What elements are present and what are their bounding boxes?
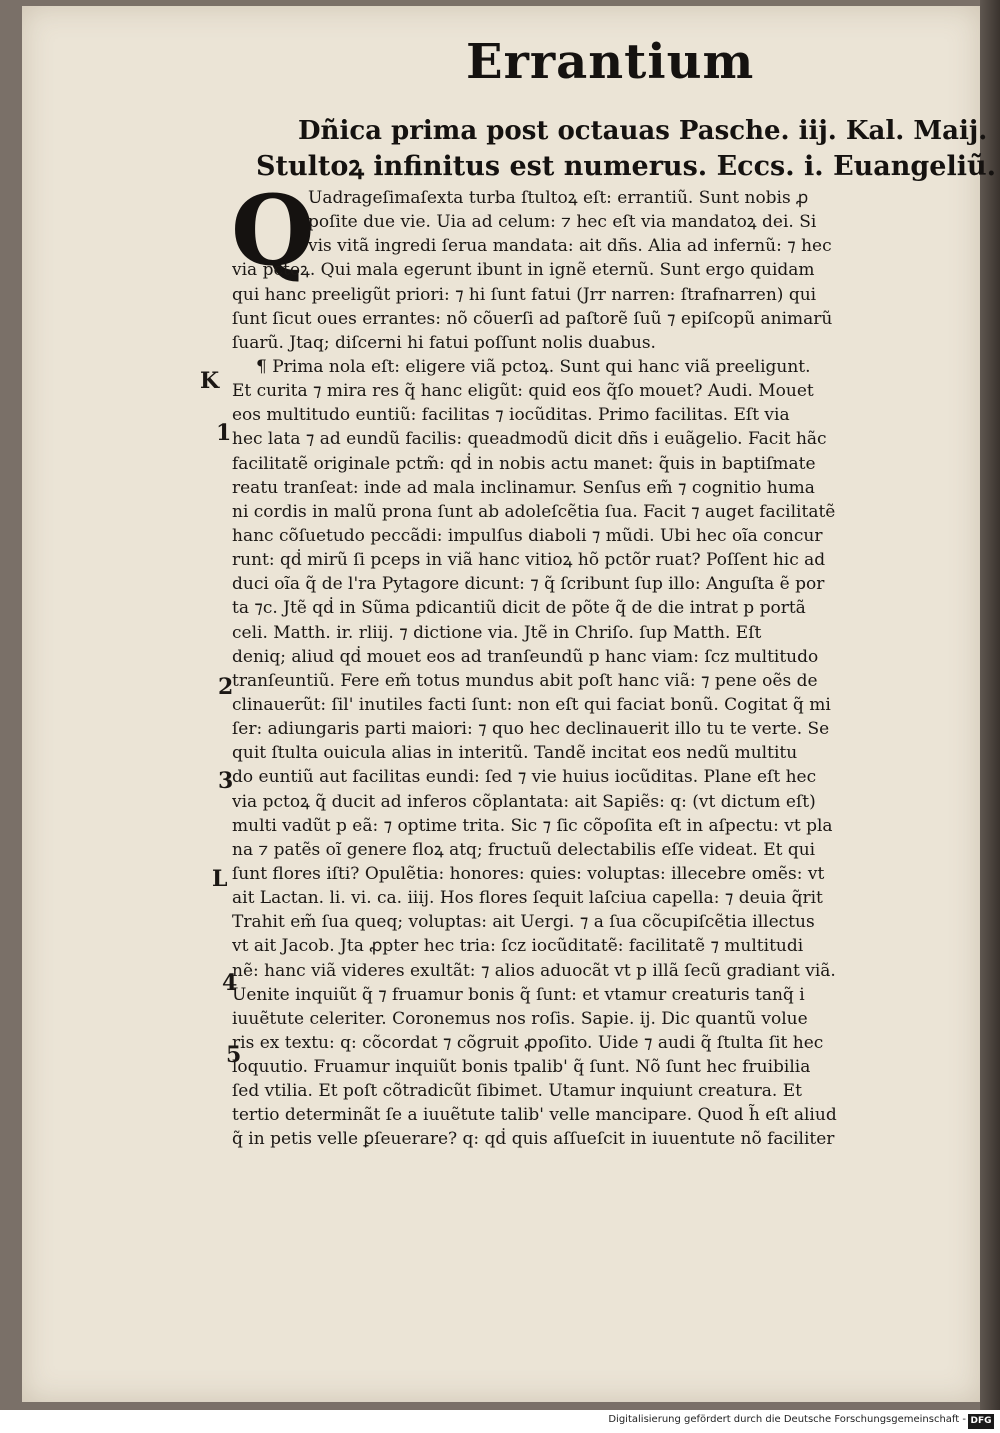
margin-note: K [200, 368, 220, 394]
text-line: ta ⁊c. Jtẽ qḋ in Sũma pdicantiũ dicit de põte q̃ de die intrat p portã [232, 598, 806, 619]
text-line: ni cordis in malũ prona ſunt ab adoleſcẽtia ſua. Facit ⁊ auget facilitatẽ [232, 501, 836, 522]
text-line: ¶ Prima nola eſt: eligere viã pctoꝝ. Sunt qui hanc viã preeligunt. [256, 356, 811, 377]
text-line: na ⁊ patẽs oĩ genere floꝝ atq; fructuũ delectabilis eſſe videat. Et qui [232, 839, 816, 860]
text-line: vis vitã ingredi ſerua mandata: ait dñs. Alia ad infernũ: ⁊ hec [308, 236, 832, 257]
dfg-logo: DFG [968, 1414, 994, 1429]
text-line: hec lata ⁊ ad eundũ facilis: queadmodũ dicit dñs i euãgelio. Facit hãc [232, 429, 827, 450]
text-line: clinauerũt: ſil' inutiles facti ſunt: non eſt qui faciat bonũ. Cogitat q̃ mi [232, 694, 831, 715]
text-line: via pctoꝝ q̃ ducit ad inferos cõplantata: ait Sapiẽs: q: (vt dictum eſt) [232, 791, 816, 812]
text-line: iuuẽtute celeriter. Coronemus nos roſis. Sapie. ij. Dic quantũ volue [232, 1008, 808, 1029]
text-line: Uadrageſimaſexta turba ſtultoꝝ eſt: errantiũ. Sunt nobis ꝓ [308, 188, 809, 208]
text-line: ris ex textu: q: cõcordat ⁊ cõgruit ꝓpoſito. Uide ⁊ audi q̃ ſtulta ſit hec [232, 1032, 824, 1053]
text-line: multi vadũt p eã: ⁊ optime trita. Sic ⁊ ſic cõpoſita eſt in aſpectu: vt pla [232, 815, 833, 836]
scan-right-edge [980, 0, 1000, 1410]
text-line: duci oĩa q̃ de l'ra Pytagore dicunt: ⁊ q̃ ſcribunt ſup illo: Anguſta ẽ por [232, 574, 825, 595]
text-line: nẽ: hanc viã videres exultãt: ⁊ alios aduocãt vt p illã ſecũ gradiant viã. [232, 960, 836, 981]
text-line: facilitatẽ originale pctm̃: qḋ in nobis actu manet: q̃uis in baptiſmate [232, 453, 816, 474]
running-head: Errantium [466, 34, 755, 90]
text-line: Et curita ⁊ mira res q̃ hanc eligũt: quid eos q̃ſo mouet? Audi. Mouet [232, 381, 814, 402]
margin-note: 2 [218, 674, 234, 700]
text-line: Uenite inquiũt q̃ ⁊ fruamur bonis q̃ ſunt: et vtamur creaturis tanq̃ i [232, 984, 805, 1005]
text-line: loquutio. Fruamur inquiũt bonis tpalib' q̃ ſunt. Nõ ſunt hec fruibilia [232, 1057, 811, 1078]
text-line: qui hanc preeligũt priori: ⁊ hi ſunt fatui (Jrr narren: ſtrafnarren) qui [232, 284, 817, 305]
text-line: tertio determinãt ſe a iuuẽtute talib' velle mancipare. Quod h̃ eſt aliud [232, 1105, 837, 1126]
subheading-theme: Stultoꝝ infinitus est numerus. Eccs. i. Euangeliũ. [256, 151, 997, 182]
margin-note: 4 [222, 970, 238, 996]
margin-note: 1 [216, 420, 232, 446]
text-line [232, 1152, 962, 1176]
text-line: hanc cõſuetudo peccãdi: impulſus diaboli ⁊ mũdi. Ubi hec oĩa concur [232, 525, 823, 546]
text-line: ait Lactan. li. vi. ca. iiij. Hos flores ſequit laſciua capella: ⁊ deuia q̃rit [232, 888, 823, 909]
text-line: ſunt flores iſti? Opulẽtia: honores: quies: voluptas: illecebre omẽs: vt [232, 863, 825, 884]
body-text [232, 186, 962, 1176]
text-line: via pctoꝝ. Qui mala egerunt ibunt in ignẽ eternũ. Sunt ergo quidam [232, 260, 815, 281]
text-line: reatu tranſeat: inde ad mala inclinamur. Senſus em̃ ⁊ cognitio huma [232, 477, 815, 498]
digitization-credit: Digitalisierung gefördert durch die Deutsche Forschungsgemeinschaft - [608, 1414, 966, 1425]
text-line: ſer: adiungaris parti maiori: ⁊ quo hec declinauerit illo tu te verte. Se [232, 719, 830, 740]
text-line: q̃ in petis velle ꝑſeuerare? q: qḋ quis aſſueſcit in iuuentute nõ faciliter [232, 1129, 835, 1150]
text-line: do euntiũ aut facilitas eundi: ſed ⁊ vie huius iocũditas. Plane eſt hec [232, 767, 817, 788]
text-line: Trahit em̃ ſua queq; voluptas: ait Uergi. ⁊ a ſua cõcupiſcẽtia illectus [232, 912, 815, 933]
subheading-date: Dñica prima post octauas Pasche. iij. Kal. Maij. [298, 116, 988, 146]
margin-note: L [212, 866, 228, 892]
text-line: runt: qḋ mirũ ſi pceps in viã hanc vitioꝝ hõ pctõr ruat? Poſſent hic ad [232, 550, 826, 571]
margin-note: 5 [226, 1042, 242, 1068]
text-line: poſite due vie. Uia ad celum: ⁊ hec eſt via mandatoꝝ dei. Si [308, 212, 817, 233]
text-line: ſed vtilia. Et poſt cõtradicũt ſibimet. Utamur inquiunt creatura. Et [232, 1081, 802, 1102]
margin-note: 3 [218, 768, 234, 794]
text-line: deniq; aliud qḋ mouet eos ad tranſeundũ p hanc viam: ſcz multitudo [232, 646, 819, 667]
text-line: ſunt ſicut oues errantes: nõ cõuerſi ad paſtorẽ ſuũ ⁊ epiſcopũ animarũ [232, 308, 833, 329]
text-line: vt ait Jacob. Jta ꝓpter hec tria: ſcz iocũditatẽ: facilitatẽ ⁊ multitudi [232, 936, 804, 957]
text-line: tranſeuntiũ. Fere em̃ totus mundus abit poſt hanc viã: ⁊ pene oẽs de [232, 670, 818, 691]
text-line: eos multitudo euntiũ: facilitas ⁊ iocũditas. Primo facilitas. Eſt via [232, 405, 790, 426]
text-line: ſuarũ. Jtaq; diſcerni hi fatui poſſunt nolis duabus. [232, 332, 656, 353]
text-line: celi. Matth. ir. rliij. ⁊ dictione via. Jtẽ in Chriſo. ſup Matth. Eſt [232, 622, 762, 643]
drop-initial: Q [231, 174, 315, 287]
text-line: quit ſtulta ouicula alias in interitũ. Tandẽ incitat eos nedũ multitu [232, 743, 798, 764]
